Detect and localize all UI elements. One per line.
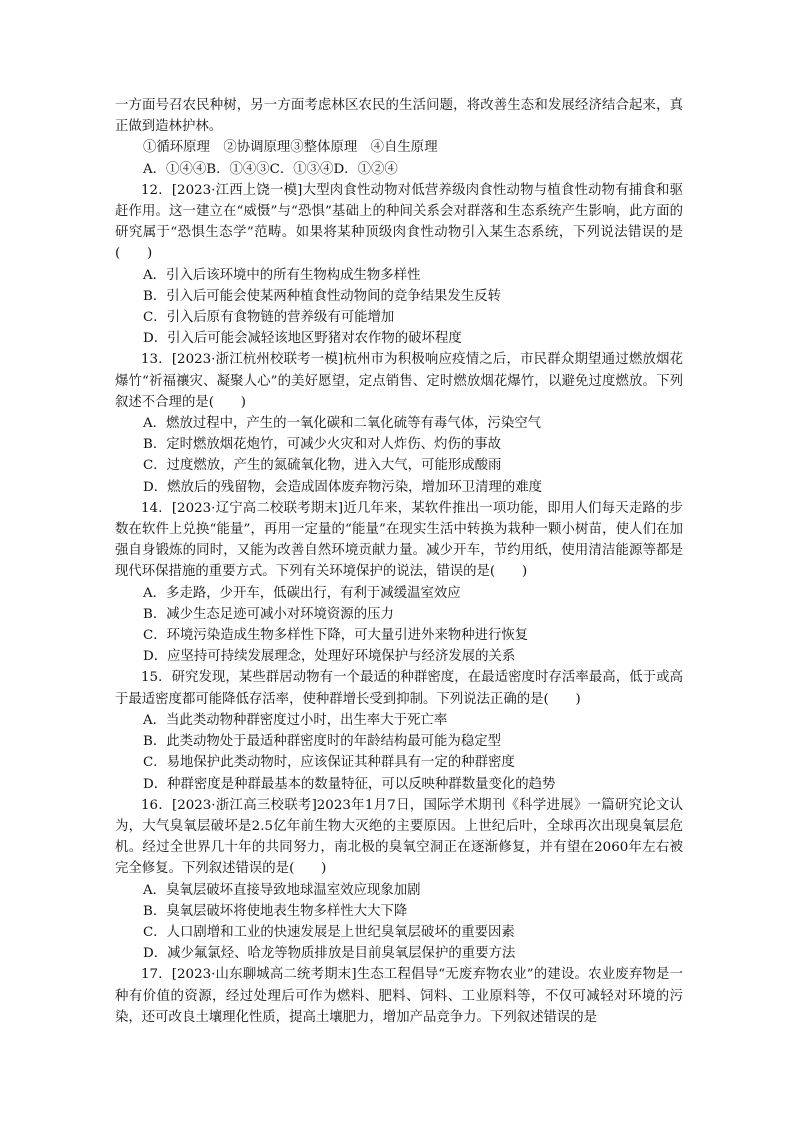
option-b: B．减少生态足迹可减小对环境资源的压力 xyxy=(143,606,394,622)
question-17 xyxy=(115,964,683,1028)
q11-tail-text: 一方面号召农民种树，另一方面考虑林区农民的生活问题，将改善生态和发展经济结合起来，真正做到造林护林。 xyxy=(115,98,683,135)
option-b: B．臭氧层破坏将使地表生物多样性大大下降 xyxy=(143,903,408,919)
option-c: C．引入后原有食物链的营养级有可能增加 xyxy=(143,310,395,326)
q11-choices: A．①④④B．①④③C．①③④D．①②④ xyxy=(143,161,398,177)
option-a: A．引入后该环境中的所有生物构成生物多样性 xyxy=(143,267,421,283)
option-d: D．燃放后的残留物，会造成固体废弃物污染，增加环卫清理的难度 xyxy=(143,479,543,495)
question-14 xyxy=(115,498,683,668)
option-a: A．臭氧层破坏直接导致地球温室效应现象加剧 xyxy=(143,882,421,898)
option-c: C．过度燃放，产生的氮硫氧化物，进入大气，可能形成酸雨 xyxy=(143,458,502,474)
option-b: B．引入后可能会使某两种植食性动物间的竞争结果发生反转 xyxy=(143,288,501,304)
question-stem: 14．[2023·辽宁高二校联考期末]近几年来，某软件推出一项功能，即用人们每天走路的步数在软件上兑换“能量”，再用一定量的“能量”在现实生活中转换为栽种一颗小树苗，使人们在加强自身锻炼的同时，又能为改善自然环境贡献力量。减少开车，节约用纸，使用清洁能源等都是现代环保措施的重要方式。下列有关环境保护的说法，错误的是( ) xyxy=(115,500,683,580)
option-a: A．当此类动物种群密度过小时，出生率大于死亡率 xyxy=(143,712,448,728)
option-b: B．此类动物处于最适种群密度时的年龄结构最可能为稳定型 xyxy=(143,734,501,750)
option-d: D．减少氟氯烃、哈龙等物质排放是目前臭氧层保护的重要方法 xyxy=(143,946,516,962)
question-stem: 13．[2023·浙江杭州校联考一模]杭州市为积极响应疫情之后，市民群众期望通过燃放烟花爆竹“祈福禳灾、凝聚人心”的美好愿望，定点销售、定时燃放烟花爆竹，以避免过度燃放。下列叙述不合理的是( ) xyxy=(115,352,683,410)
question-12 xyxy=(115,180,683,350)
option-a: A．多走路，少开车，低碳出行，有利于减缓温室效应 xyxy=(143,585,461,601)
q11-principles: ①循环原理 ②协调原理③整体原理 ④自生原理 xyxy=(143,140,438,156)
question-list xyxy=(115,95,683,1028)
question-stem: 15．研究发现，某些群居动物有一个最适的种群密度，在最适密度时存活率最高，低于或高于最适密度都可能降低存活率，使种群增长受到抑制。下列说法正确的是( ) xyxy=(115,670,683,707)
question-stem: 17．[2023·山东聊城高二统考期末]生态工程倡导“无废弃物农业”的建设。农业废弃物是一种有价值的资源，经过处理后可作为燃料、肥料、饲料、工业原料等，不仅可减轻对环境的污染，还可改良土壤理化性质，提高土壤肥力，增加产品竞争力。下列叙述错误的是 xyxy=(115,967,683,1025)
option-c: C．易地保护此类动物时，应该保证其种群具有一定的种群密度 xyxy=(143,755,515,771)
option-c: C．人口剧增和工业的快速发展是上世纪臭氧层破坏的重要因素 xyxy=(143,924,515,940)
question-15 xyxy=(115,667,683,794)
option-a: A．燃放过程中，产生的一氧化碳和二氧化硫等有毒气体，污染空气 xyxy=(143,416,541,432)
option-d: D．引入后可能会减轻该地区野猪对农作物的破坏程度 xyxy=(143,331,462,347)
option-d: D．应坚持可持续发展理念，处理好环境保护与经济发展的关系 xyxy=(143,649,516,665)
question-13 xyxy=(115,349,683,497)
option-d: D．种群密度是种群最基本的数量特征，可以反映种群数量变化的趋势 xyxy=(143,776,556,792)
question-16 xyxy=(115,795,683,965)
option-b: B．定时燃放烟花炮竹，可减少火灾和对人炸伤、灼伤的事故 xyxy=(143,437,501,453)
question-stem: 12．[2023·江西上饶一模]大型肉食性动物对低营养级肉食性动物与植食性动物有捕食和驱赶作用。这一建立在“威慑”与“恐惧”基础上的种间关系会对群落和生态系统产生影响，此方面的研究属于“恐惧生态学”范畴。如果将某种顶级肉食性动物引入某生态系统，下列说法错误的是( ) xyxy=(115,182,683,262)
question-stem: 16．[2023·浙江高三校联考]2023年1月7日，国际学术期刊《科学进展》一篇研究论文认为，大气臭氧层破坏是2.5亿年前生物大灭绝的主要原因。上世纪后叶，全球再次出现臭氧层危机。经过全世界几十年的共同努力，南北极的臭氧空洞正在逐渐修复，并有望在2060年左右被完全修复。下列叙述错误的是( ) xyxy=(115,797,683,877)
option-c: C．环境污染造成生物多样性下降，可大量引进外来物种进行恢复 xyxy=(143,628,529,644)
